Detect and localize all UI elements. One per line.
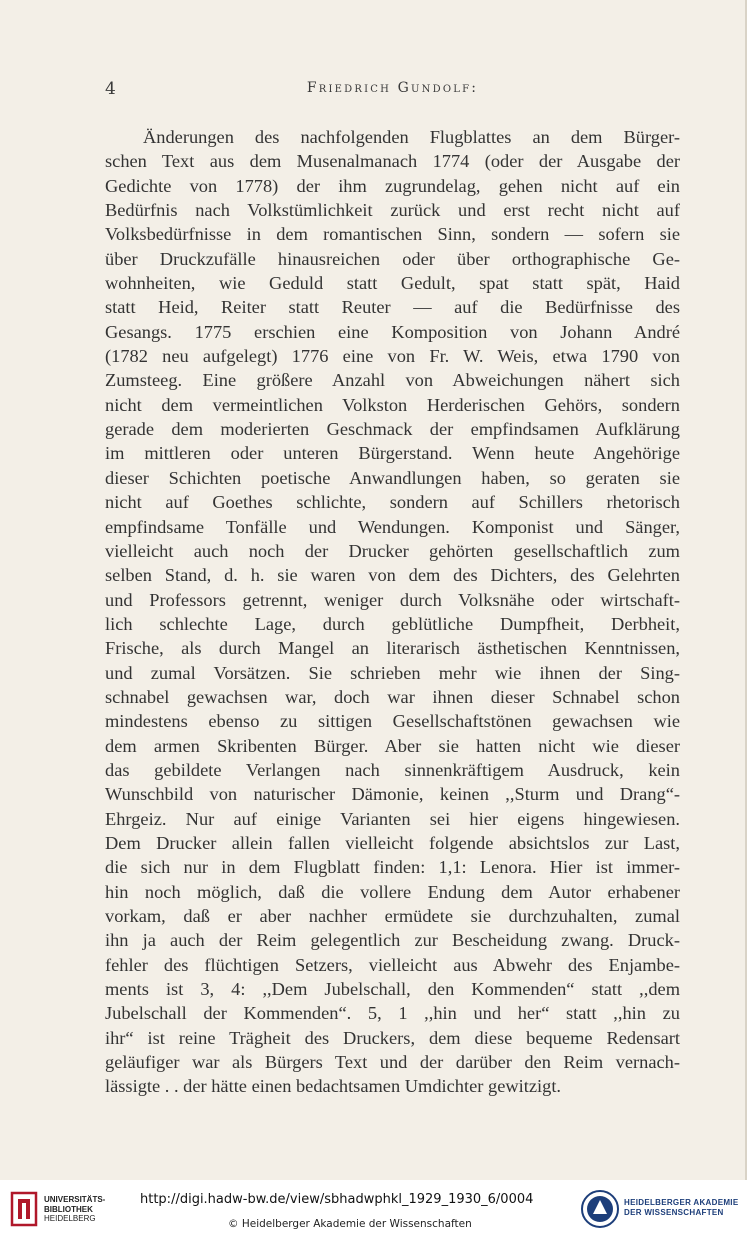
text-line: Gesangs. 1775 erschien eine Komposition von Johann André <box>105 321 680 342</box>
text-line: Dem Drucker allein fallen vielleicht folgende absichtslos zur Last, <box>105 832 680 853</box>
text-line: (1782 neu aufgelegt) 1776 eine von Fr. W. Weis, etwa 1790 von <box>105 346 680 367</box>
library-name: UNIVERSITÄTS- BIBLIOTHEK HEIDELBERG <box>44 1195 106 1223</box>
text-line: und Professors getrennt, weniger durch Volksnähe oder wirtschaft- <box>105 589 680 610</box>
text-line: lässigte . . der hätte einen bedachtsamen Umdichter gewitzigt. <box>105 1076 562 1097</box>
body-text <box>105 125 680 1099</box>
page-number: 4 <box>105 79 116 99</box>
academy-seal-icon <box>580 1188 620 1230</box>
text-line: Änderungen des nachfolgenden Flugblattes an dem Bürger- <box>143 127 680 147</box>
text-line: dieser Schichten poetische Anwandlungen haben, so geraten sie <box>105 467 680 488</box>
text-line: empfindsame Tonfälle und Wendungen. Komponist und Sänger, <box>105 516 680 537</box>
text-line: vorkam, daß er aber nachher ermüdete sie durchzuhalten, zumal <box>105 906 680 926</box>
text-line: wohnheiten, wie Geduld statt Gedult, spat statt spät, Haid <box>105 273 680 294</box>
text-line: im mittleren oder unteren Bürgerstand. Wenn heute Angehörige <box>105 443 680 464</box>
academy-name: HEIDELBERGER AKADEMIE DER WISSENSCHAFTEN <box>624 1198 739 1217</box>
text-line: und zumal Vorsätzen. Sie schrieben mehr wie ihnen der Sing- <box>105 662 680 683</box>
text-line: nicht dem vermeintlichen Volkston Herderischen Gehörs, sondern <box>105 394 680 415</box>
text-line: gerade dem moderierten Geschmack der empfindsamen Aufklärung <box>105 419 680 440</box>
text-line: statt Heid, Reiter statt Reuter — auf die Bedürfnisse des <box>105 297 680 318</box>
text-line: vielleicht auch noch der Drucker gehörten gesellschaftlich zum <box>105 540 680 561</box>
text-line: selben Stand, d. h. sie waren von dem des Dichters, des Gelehrten <box>105 565 680 586</box>
text-line: die sich nur in dem Flugblatt finden: 1,1: Lenora. Hier ist immer- <box>105 857 680 878</box>
text-line: Jubelschall der Kommenden“. 5, 1 ,,hin und her“ statt ,,hin zu <box>105 1003 680 1024</box>
text-line: nicht auf Goethes schlichte, sondern auf Schillers rhetorisch <box>105 492 680 513</box>
text-line: Frische, als durch Mangel an literarisch ästhetischen Kenntnissen, <box>105 638 680 659</box>
text-line: Zumsteeg. Eine größere Anzahl von Abweichungen nähert sich <box>105 370 680 391</box>
text-line: schen Text aus dem Musenalmanach 1774 (oder der Ausgabe der <box>105 151 680 172</box>
text-line: Gedichte von 1778) der ihm zugrundelag, gehen nicht auf ein <box>105 175 680 196</box>
text-line: das gebildete Verlangen nach sinnenkräftigem Ausdruck, kein <box>105 759 680 780</box>
university-library-logo-icon <box>8 1190 40 1228</box>
text-line: geläufiger war als Bürgers Text und der darüber den Reim vernach- <box>105 1052 680 1073</box>
text-line: lich schlechte Lage, durch geblütliche Dumpfheit, Derbheit, <box>105 613 680 634</box>
page-header <box>105 79 680 103</box>
text-line: dem armen Skribenten Bürger. Aber sie hatten nicht wie dieser <box>105 735 680 756</box>
text-line: über Druckzufälle hinausreichen oder über orthographische Ge- <box>105 248 680 269</box>
text-line: ihr“ ist reine Trägheit des Druckers, dem diese bequeme Redensart <box>105 1027 680 1048</box>
text-line: Bedürfnis nach Volkstümlichkeit zurück und erst recht nicht auf <box>105 200 680 221</box>
running-title: Friedrich Gundolf: <box>306 80 479 96</box>
text-line: Ehrgeiz. Nur auf einige Varianten sei hier eigens hingewiesen. <box>105 808 680 829</box>
text-line: ihn ja auch der Reim gelegentlich zur Bescheidung zwang. Druck- <box>105 930 680 951</box>
text-line: hin noch möglich, daß die vollere Endung dem Autor erhabener <box>105 881 680 902</box>
text-line: fehler des flüchtigen Setzers, vielleicht aus Abwehr des Enjambe- <box>105 954 680 975</box>
copyright-notice: © Heidelberger Akademie der Wissenschaften <box>228 1218 472 1230</box>
text-line: mindestens ebenso zu sittigen Gesellschaftstönen gewachsen wie <box>105 711 680 732</box>
viewer-footer <box>0 1180 750 1238</box>
text-line: Wunschbild von naturischer Dämonie, keinen ,,Sturm und Drang“- <box>105 784 680 805</box>
permalink-url[interactable]: http://digi.hadw-bw.de/view/sbhadwphkl_1929_1930_6/0004 <box>140 1192 534 1207</box>
text-line: ments ist 3, 4: ,,Dem Jubelschall, den Kommenden“ statt ,,dem <box>105 979 680 1000</box>
text-line: Volksbedürfnisse in dem romantischen Sinn, sondern — sofern sie <box>105 224 680 245</box>
text-line: schnabel gewachsen war, doch war ihnen dieser Schnabel schon <box>105 686 680 707</box>
